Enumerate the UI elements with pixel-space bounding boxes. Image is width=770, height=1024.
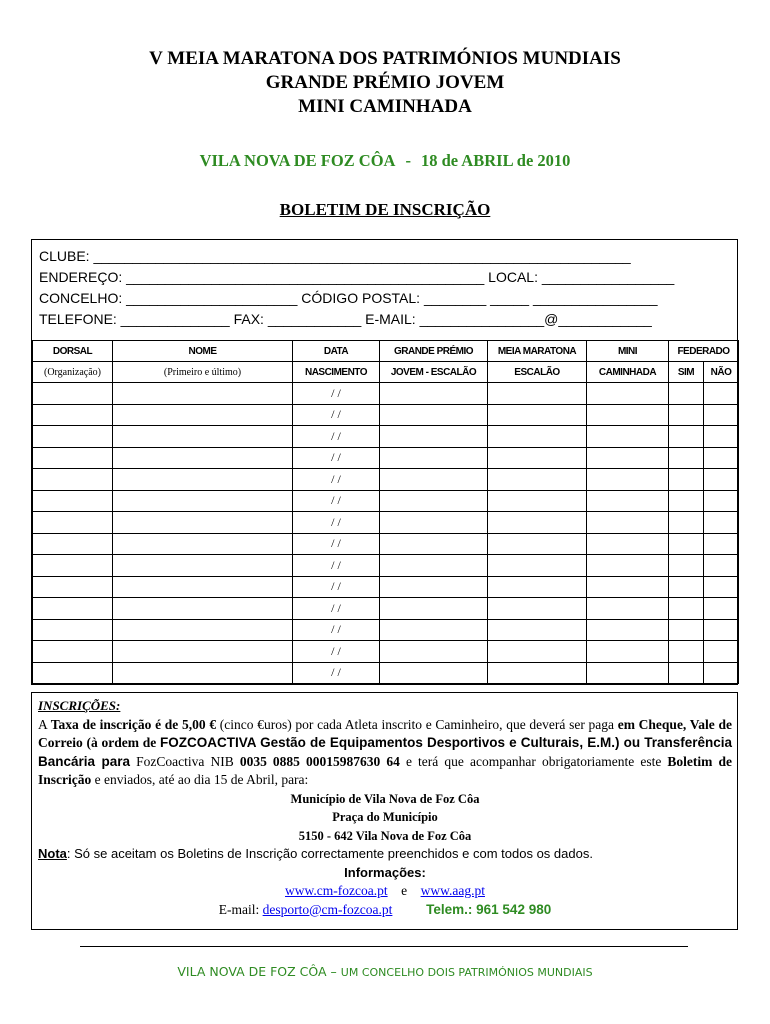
link-separator: e [401,883,408,898]
nome-cell[interactable] [113,512,293,534]
link-aag[interactable]: www.aag.pt [420,883,485,898]
location: VILA NOVA DE FOZ CÔA [199,151,396,170]
data-cell[interactable]: / / [293,641,380,663]
meia-maratona-cell[interactable] [488,598,587,620]
meia-maratona-cell[interactable] [488,383,587,405]
meia-maratona-cell[interactable] [488,555,587,577]
grande-premio-cell[interactable] [380,383,488,405]
mini-caminhada-cell[interactable] [587,404,669,426]
federado-nao-cell[interactable] [704,598,739,620]
grande-premio-cell[interactable] [380,662,488,684]
federado-nao-cell[interactable] [704,426,739,448]
federado-nao-cell[interactable] [704,533,739,555]
dorsal-cell[interactable] [33,490,113,512]
grande-premio-cell[interactable] [380,533,488,555]
col-subheader-primeiro-ultimo: (Primeiro e último) [113,362,293,383]
meia-maratona-cell[interactable] [488,447,587,469]
data-cell[interactable]: / / [293,555,380,577]
table-row [33,469,739,491]
dorsal-cell[interactable] [33,641,113,663]
table-row [33,490,739,512]
location-separator: - [405,151,411,170]
dorsal-cell[interactable] [33,383,113,405]
footer-tagline: UM CONCELHO DOIS PATRIMÓNIOS MUNDIAIS [340,966,593,979]
meia-maratona-cell[interactable] [488,662,587,684]
col-subheader-escalao: ESCALÃO [488,362,587,383]
table-row [33,447,739,469]
data-cell[interactable]: / / [293,598,380,620]
meia-maratona-cell[interactable] [488,533,587,555]
mini-caminhada-cell[interactable] [587,533,669,555]
nome-cell[interactable] [113,555,293,577]
col-subheader-jovem-escalao: JOVEM - ESCALÃO [380,362,488,383]
data-cell[interactable]: / / [293,469,380,491]
federado-sim-cell[interactable] [669,533,704,555]
federado-nao-cell[interactable] [704,512,739,534]
nome-cell[interactable] [113,662,293,684]
registration-info [38,697,732,919]
meia-maratona-cell[interactable] [488,404,587,426]
federado-sim-cell[interactable] [669,641,704,663]
col-header-grande-premio: GRANDE PRÉMIO [380,341,488,362]
meia-maratona-cell[interactable] [488,619,587,641]
links-line [38,882,732,901]
table-row [33,512,739,534]
dorsal-cell[interactable] [33,512,113,534]
mini-caminhada-cell[interactable] [587,619,669,641]
nome-cell[interactable] [113,533,293,555]
table-row [33,576,739,598]
federado-sim-cell[interactable] [669,598,704,620]
federado-nao-cell[interactable] [704,447,739,469]
footer-town: VILA NOVA DE FOZ CÔA [177,964,327,979]
grande-premio-cell[interactable] [380,447,488,469]
nome-cell[interactable] [113,426,293,448]
federado-sim-cell[interactable] [669,662,704,684]
data-cell[interactable]: / / [293,662,380,684]
grande-premio-cell[interactable] [380,490,488,512]
federado-sim-cell[interactable] [669,426,704,448]
event-date: 18 de ABRIL de 2010 [420,151,571,170]
meia-maratona-cell[interactable] [488,641,587,663]
dorsal-cell[interactable] [33,469,113,491]
col-subheader-sim: SIM [669,362,704,383]
federado-nao-cell[interactable] [704,576,739,598]
dorsal-cell[interactable] [33,598,113,620]
club-info-fields [39,246,739,330]
nome-cell[interactable] [113,383,293,405]
dorsal-cell[interactable] [33,555,113,577]
table-row [33,533,739,555]
federado-sim-cell[interactable] [669,512,704,534]
dorsal-cell[interactable] [33,426,113,448]
link-cm-fozcoa[interactable]: www.cm-fozcoa.pt [285,883,388,898]
address-line-2: Praça do Município [332,810,438,824]
federado-nao-cell[interactable] [704,383,739,405]
federado-sim-cell[interactable] [669,619,704,641]
data-cell[interactable]: / / [293,383,380,405]
inscricoes-heading: INSCRIÇÕES: [38,698,121,713]
dorsal-cell[interactable] [33,619,113,641]
federado-nao-cell[interactable] [704,555,739,577]
data-cell[interactable]: / / [293,512,380,534]
meia-maratona-cell[interactable] [488,469,587,491]
federado-sim-cell[interactable] [669,404,704,426]
nome-cell[interactable] [113,576,293,598]
email-label: E-mail: [218,901,263,917]
col-header-meia-maratona: MEIA MARATONA [488,341,587,362]
nome-cell[interactable] [113,447,293,469]
meia-maratona-cell[interactable] [488,576,587,598]
email-link[interactable]: desporto@cm-fozcoa.pt [262,901,393,917]
event-title: V MEIA MARATONA DOS PATRIMÓNIOS MUNDIAIS [149,48,621,69]
athletes-table [32,340,739,684]
informacoes-heading: Informações: [344,864,426,880]
event-subtitle-jovem: GRANDE PRÉMIO JOVEM [265,72,505,93]
col-subheader-organizacao: (Organização) [33,362,113,383]
col-header-federado: FEDERADO [669,341,739,362]
mini-caminhada-cell[interactable] [587,383,669,405]
grande-premio-cell[interactable] [380,641,488,663]
nome-cell[interactable] [113,619,293,641]
address-line-1: Município de Vila Nova de Foz Côa [290,791,480,806]
phone-number: Telem.: 961 542 980 [426,901,552,917]
federado-nao-cell[interactable] [704,469,739,491]
data-cell[interactable]: / / [293,619,380,641]
footer [0,964,770,979]
federado-nao-cell[interactable] [704,404,739,426]
note: Nota: Só se aceitam os Boletins de Inscrição correctamente preenchidos e com todos os dados. [38,846,593,861]
mini-caminhada-cell[interactable] [587,469,669,491]
footer-dash: – [326,964,341,979]
nome-cell[interactable] [113,598,293,620]
grande-premio-cell[interactable] [380,469,488,491]
meia-maratona-cell[interactable] [488,512,587,534]
grande-premio-cell[interactable] [380,619,488,641]
location-date [0,151,770,171]
federado-nao-cell[interactable] [704,662,739,684]
form-title: BOLETIM DE INSCRIÇÃO [279,200,491,219]
col-header-mini: MINI [587,341,669,362]
concelho-codigo-postal-field[interactable]: CONCELHO: ______________________ CÓDIGO POSTAL: ________ _____ ________________ [39,290,658,306]
mini-caminhada-cell[interactable] [587,512,669,534]
mini-caminhada-cell[interactable] [587,447,669,469]
mini-caminhada-cell[interactable] [587,641,669,663]
mini-caminhada-cell[interactable] [587,576,669,598]
table-row [33,383,739,405]
dorsal-cell[interactable] [33,404,113,426]
fee-paragraph: A Taxa de inscrição é de 5,00 € (cinco €uros) por cada Atleta inscrito e Caminheiro, que deverá ser paga em Cheque, Vale de Correio (à ordem de FOZCOACTIVA Gestão de Equipamentos Desportivos e Culturais, E.M.) ou Transferência Bancária para FozCoactiva NIB 0035 0885 00015987630 64 e terá que acompanhar obrigatoriamente este Boletim de Inscrição e enviados, até ao dia 15 de Abril, para: [38,716,733,787]
federado-sim-cell[interactable] [669,383,704,405]
endereco-local-field[interactable]: ENDEREÇO: ______________________________________________ LOCAL: _________________ [39,269,675,285]
federado-sim-cell[interactable] [669,469,704,491]
table-row [33,641,739,663]
contact-line [38,901,732,920]
federado-sim-cell[interactable] [669,447,704,469]
mini-caminhada-cell[interactable] [587,662,669,684]
federado-nao-cell[interactable] [704,641,739,663]
table-row [33,555,739,577]
col-header-nome: NOME [113,341,293,362]
col-subheader-nao: NÃO [704,362,739,383]
address-line-3: 5150 - 642 Vila Nova de Foz Côa [298,828,472,843]
nome-cell[interactable] [113,490,293,512]
federado-sim-cell[interactable] [669,576,704,598]
meia-maratona-cell[interactable] [488,426,587,448]
dorsal-cell[interactable] [33,533,113,555]
data-cell[interactable]: / / [293,490,380,512]
grande-premio-cell[interactable] [380,426,488,448]
federado-nao-cell[interactable] [704,619,739,641]
dorsal-cell[interactable] [33,447,113,469]
table-row [33,662,739,684]
data-cell[interactable]: / / [293,533,380,555]
federado-nao-cell[interactable] [704,490,739,512]
col-subheader-nascimento: NASCIMENTO [293,362,380,383]
table-row [33,426,739,448]
grande-premio-cell[interactable] [380,598,488,620]
clube-field[interactable]: CLUBE: _____________________________________________________________________ [39,248,631,264]
telefone-fax-email-field[interactable]: TELEFONE: ______________ FAX: ____________ E-MAIL: ________________@____________ [39,311,652,327]
footer-divider [80,946,688,947]
federado-sim-cell[interactable] [669,555,704,577]
col-header-dorsal: DORSAL [33,341,113,362]
col-subheader-caminhada: CAMINHADA [587,362,669,383]
dorsal-cell[interactable] [33,662,113,684]
table-row [33,598,739,620]
mini-caminhada-cell[interactable] [587,426,669,448]
dorsal-cell[interactable] [33,576,113,598]
grande-premio-cell[interactable] [380,512,488,534]
mini-caminhada-cell[interactable] [587,598,669,620]
table-row [33,619,739,641]
nome-cell[interactable] [113,469,293,491]
mini-caminhada-cell[interactable] [587,555,669,577]
meia-maratona-cell[interactable] [488,490,587,512]
col-header-data: DATA [293,341,380,362]
data-cell[interactable]: / / [293,426,380,448]
nome-cell[interactable] [113,404,293,426]
nome-cell[interactable] [113,641,293,663]
data-cell[interactable]: / / [293,404,380,426]
grande-premio-cell[interactable] [380,576,488,598]
data-cell[interactable]: / / [293,447,380,469]
data-cell[interactable]: / / [293,576,380,598]
federado-sim-cell[interactable] [669,490,704,512]
grande-premio-cell[interactable] [380,404,488,426]
table-row [33,404,739,426]
mini-caminhada-cell[interactable] [587,490,669,512]
event-subtitle-caminhada: MINI CAMINHADA [298,96,472,117]
grande-premio-cell[interactable] [380,555,488,577]
